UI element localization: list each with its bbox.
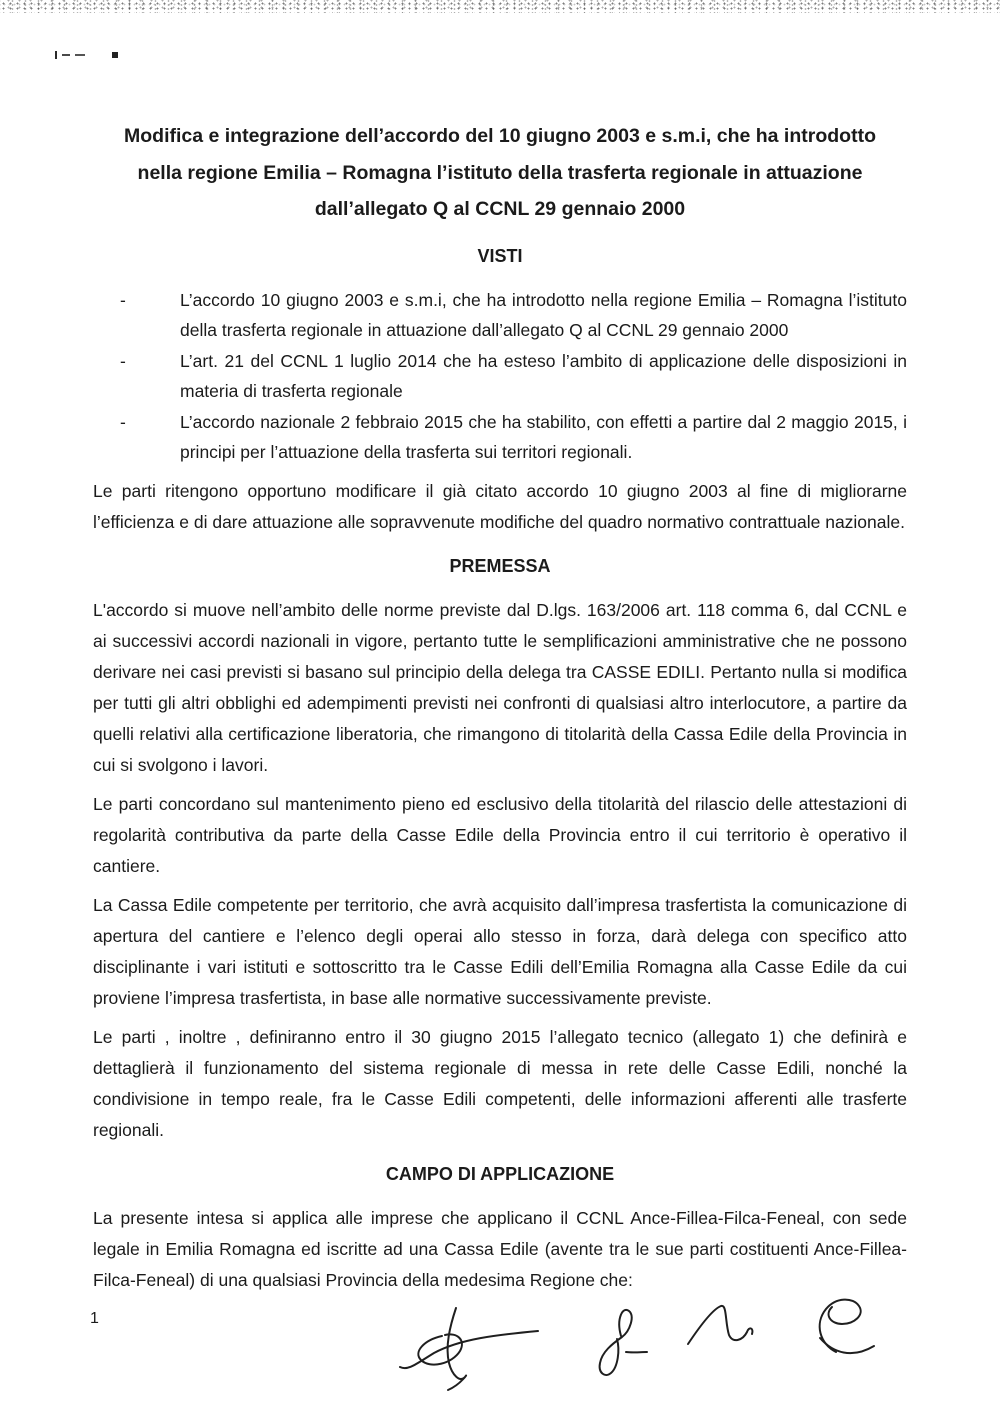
document-title-line: nella regione Emilia – Romagna l’istituto della trasferta regionale in attuazione <box>137 161 863 184</box>
section-heading-premessa: PREMESSA <box>449 555 551 576</box>
visti-list <box>93 285 907 468</box>
list-item-text: L’accordo 10 giugno 2003 e s.m.i, che ha introdotto nella regione Emilia – Romagna l’istituto della trasferta regionale in attuazione dall’allegato Q al CCNL 29 gennaio 2000 <box>180 289 907 340</box>
paragraph: La presente intesa si applica alle imprese che applicano il CCNL Ance-Fillea-Filca-Feneal, con sede legale in Emilia Romagna ed iscritte ad una Cassa Edile (avente tra le sue parti costituenti Ance-Fillea-Filca-Feneal) di una qualsiasi Provincia della medesima Regione che: <box>93 1207 907 1290</box>
artifact-blob <box>112 52 118 58</box>
signatures <box>390 1290 950 1410</box>
scan-noise-strip <box>0 0 1000 13</box>
artifact-tick <box>55 51 57 59</box>
paragraph: Le parti , inoltre , definiranno entro il 30 giugno 2015 l’allegato tecnico (allegato 1) che definirà e dettaglierà il funzionamento del sistema regionale di messa in rete delle Casse Edili, nonché la condivisione in tempo reale, fra le Casse Edili competenti, delle informazioni afferenti alle trasferte regionali. <box>93 1026 907 1140</box>
paragraph: L'accordo si muove nell’ambito delle norme previste dal D.lgs. 163/2006 art. 118 comma 6, dal CCNL e ai successivi accordi nazionali in vigore, pertanto tutte le semplificazioni amministrative che ne possono derivare nei casi previsti si basano sul principio della delega tra CASSE EDILI. Pertanto nulla si modifica per tutti gli altri obblighi ed adempimenti previsti nei confronti di qualsiasi altro interlocutore, a partire da quelli relativi alla certificazione liberatoria, che rimangono di titolarità della Cassa Edile della Provincia in cui si svolgono i lavori. <box>93 599 907 775</box>
list-item <box>93 407 907 468</box>
section-heading-campo: CAMPO DI APPLICAZIONE <box>385 1163 615 1184</box>
signature-3 <box>688 1306 752 1344</box>
signature-4 <box>820 1338 874 1353</box>
signature-1 <box>400 1331 538 1368</box>
list-item-text: L’accordo nazionale 2 febbraio 2015 che ha stabilito, con effetti a partire dal 2 maggio 2015, i principi per l’attuazione della trasferta sui territori regionali. <box>180 411 907 462</box>
list-item <box>93 346 907 407</box>
document-title <box>93 118 907 228</box>
artifact-dash <box>62 54 70 56</box>
document-body <box>0 118 1000 1296</box>
artifact-dash <box>75 54 85 56</box>
list-item-dash: - <box>120 289 126 310</box>
list-item-dash: - <box>120 411 126 432</box>
document-title-line: dall’allegato Q al CCNL 29 gennaio 2000 <box>314 198 686 220</box>
paragraph: Le parti concordano sul mantenimento pieno ed esclusivo della titolarità del rilascio delle attestazioni di regolarità contributiva da parte della Casse Edile della Provincia entro il cui territorio è operativo il cantiere. <box>93 793 907 876</box>
list-item-dash: - <box>120 350 126 371</box>
signature-2 <box>600 1310 632 1375</box>
list-item-text: L’art. 21 del CCNL 1 luglio 2014 che ha esteso l’ambito di applicazione delle disposizioni in materia di trasferta regionale <box>180 350 907 401</box>
signature-1 <box>448 1308 467 1390</box>
list-item <box>93 285 907 346</box>
scan-artifact-mark <box>55 50 118 60</box>
document-title-line: Modifica e integrazione dell’accordo del 10 giugno 2003 e s.m.i, che ha introdotto <box>124 125 876 147</box>
paragraph: Le parti ritengono opportuno modificare il già citato accordo 10 giugno 2003 al fine di migliorarne l’efficienza e di dare attuazione alle sopravvenute modifiche del quadro normativo contrattuale nazionale. <box>93 480 907 532</box>
paragraph: La Cassa Edile competente per territorio, che avrà acquisito dall’impresa trasfertista la comunicazione di apertura del cantiere e l’elenco degli operai allo stesso in forza, darà delega con specifico atto disciplinante i vari istituti e sottoscritto tra le Casse Edili dell’Emilia Romagna alla Casse Edile da cui proviene l’impresa trasfertista, in base alle normative successivamente previste. <box>93 894 907 1008</box>
page-number: 1 <box>90 1310 99 1327</box>
section-heading-visti: VISTI <box>477 245 523 266</box>
